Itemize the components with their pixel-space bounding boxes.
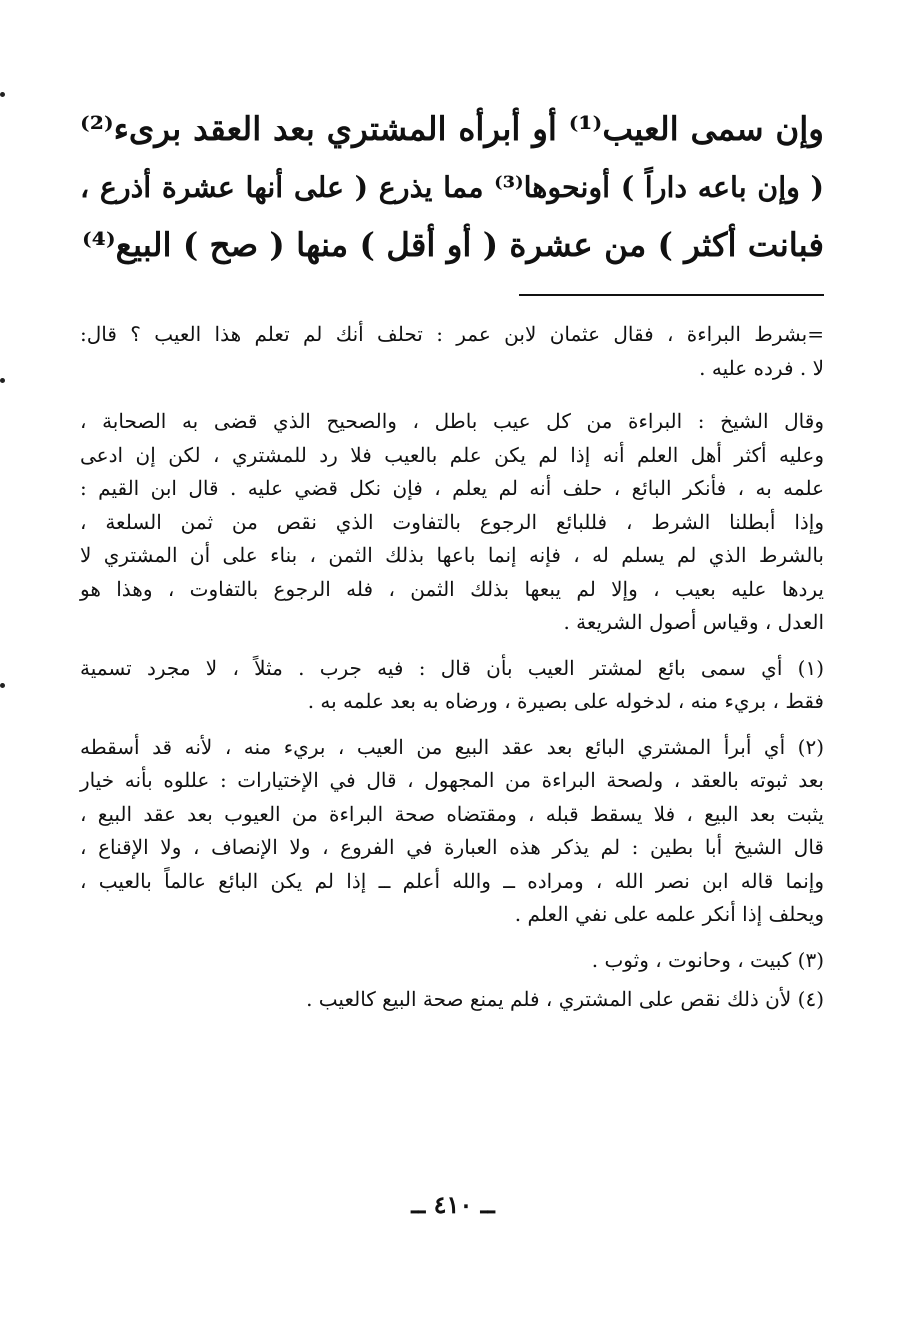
footnote-line: العدل ، وقياس أصول الشريعة . [563,610,824,634]
footnotes-section [80,318,824,1029]
footnote-sheikh-quote [80,405,824,640]
footnote-line: (٤) لأن ذلك نقص على المشتري ، فلم يمنع صحة البيع كالعيب . [306,987,824,1011]
footnote-line: يثبت بعد البيع ، فلا يسقط قبله ، ومقتضاه صحة البراءة من العيوب بعد عقد البيع ، [80,801,824,826]
margin-mark [0,683,5,688]
footnote-3 [80,944,824,978]
main-text-line: ( وإن باعه داراً ) أونحوها⁽³⁾ مما يذرع ( على أنها عشرة أذرع ، [80,170,824,204]
footnote-line: لا . فرده عليه . [699,355,824,380]
footnote-separator [519,294,824,296]
footnote-line: فقط ، بريء منه ، لدخوله على بصيرة ، ورضاه به بعد علمه به . [307,689,824,713]
footnote-line: (٣) كبيت ، وحانوت ، وثوب . [591,947,824,972]
footnote-line: =بشرط البراءة ، فقال عثمان لابن عمر : تحلف أنك لم تعلم هذا العيب ؟ قال: [80,322,824,346]
footnote-line: قال الشيخ أبا بطين : لم يذكر هذه العبارة في الفروع ، ولا الإنصاف ، ولا الإقناع ، [80,835,824,859]
footnote-line: وقال الشيخ : البراءة من كل عيب باطل ، والصحيح الذي قضى به الصحابة ، [80,409,824,433]
footnote-line: (١) أي سمى بائع لمشتر العيب بأن قال : فيه جرب . مثلاً ، لا مجرد تسمية [80,655,824,680]
footnote-line: علمه به ، فأنكر البائع ، حلف أنه لم يعلم ، فإن نكل قضي عليه . قال ابن القيم : [80,476,824,500]
footnote-line: يردها عليه بعيب ، وإلا لم يبعها بذلك الثمن ، فله الرجوع بالتفاوت ، وهذا هو [80,576,824,601]
main-text-line: فبانت أكثر ) من عشرة ( أو أقل ) منها ( صح ) البيع⁽⁴⁾ [82,225,824,264]
main-text-line: وإن سمى العيب⁽¹⁾ أو أبرأه المشتري بعد العقد برىء⁽²⁾ [80,109,824,148]
footnote-line: (٢) أي أبرأ المشتري البائع بعد عقد البيع من العيب ، بريء منه ، لأنه قد أسقطه [80,734,824,759]
margin-mark [0,92,5,97]
footnote-4 [80,983,824,1017]
footnote-2 [80,731,824,932]
footnote-line: بعد ثبوته بالعقد ، ولصحة البراءة من المجهول ، قال في الإختيارات : عللوه بأنه خيار [80,768,824,792]
page-number: ــ ٤١٠ ــ [411,1190,495,1219]
footnote-line: وإنما قاله ابن نصر الله ، ومراده ــ والله أعلم ــ إذا لم يكن البائع عالماً بالعيب ، [80,868,824,893]
main-text [80,100,824,274]
footnote-line: وعليه أكثر أهل العلم أنه إذا لم يكن علم بالعيب فلا رد للمشتري ، لكن إن ادعى [80,442,824,467]
margin-mark [0,378,5,383]
footnote-line: وإذا أبطلنا الشرط ، فللبائع الرجوع بالتفاوت الذي نقص من ثمن السلعة ، [80,509,824,534]
footnote-continuation [80,318,824,385]
footnote-line: بالشرط الذي لم يسلم له ، فإنه إنما باعها بذلك الثمن ، بناء على أن المشتري لا [80,543,824,567]
footnote-1 [80,652,824,719]
footnote-line: ويحلف إذا أنكر علمه على نفي العلم . [514,902,824,926]
